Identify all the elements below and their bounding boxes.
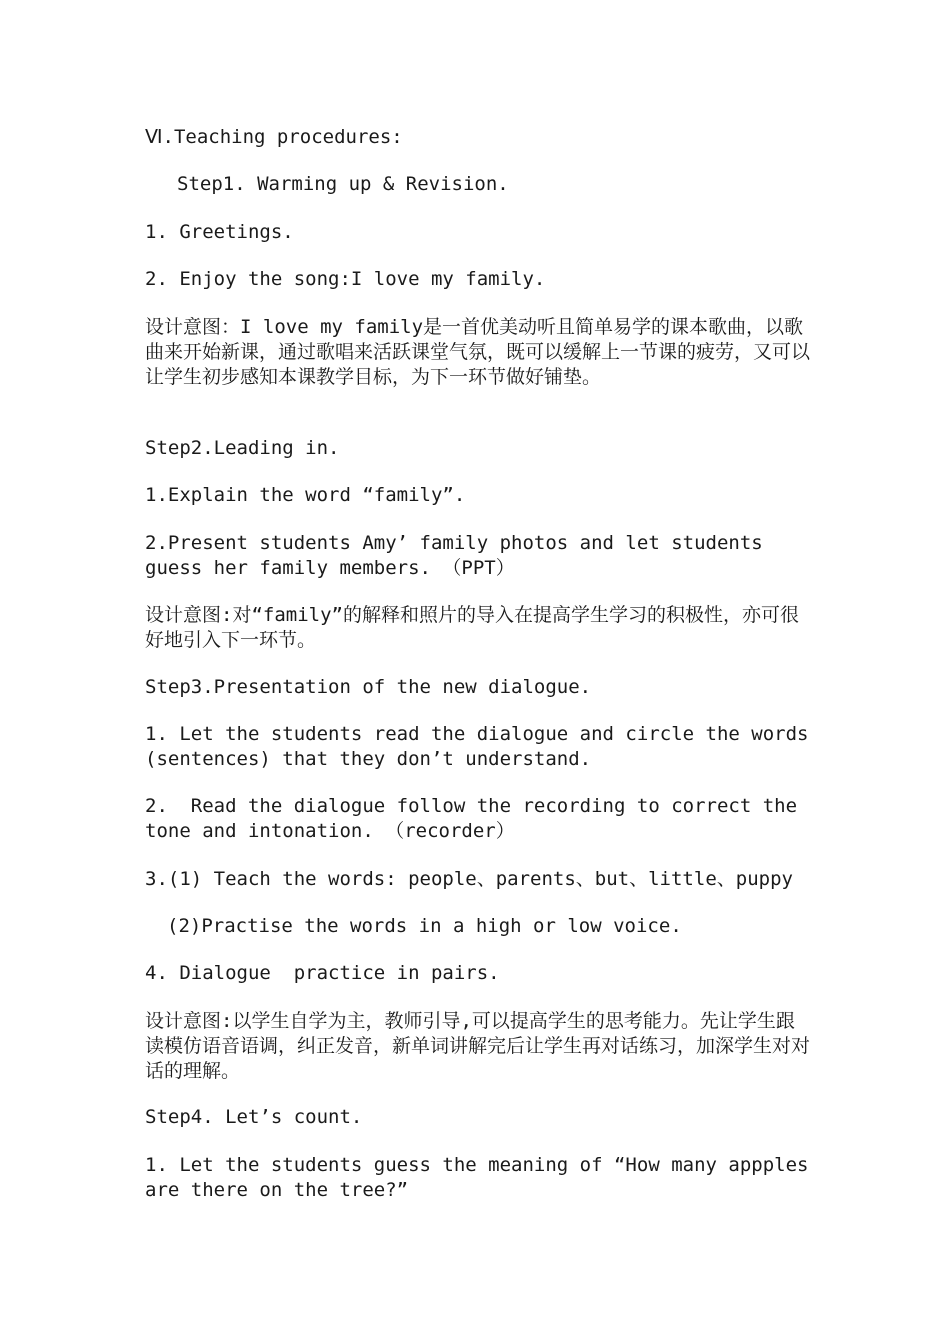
step2-title: Step2.Leading in. [145,437,340,459]
section-heading: Ⅵ.Teaching procedures: [145,126,403,148]
paragraph-guess-meaning: 1. Let the students guess the meaning of “How many appples are there on the tree?” [145,1154,820,1201]
paragraph-greetings: 1. Greetings. [145,221,294,243]
step3-title: Step3.Presentation of the new dialogue. [145,676,592,698]
paragraph-enjoy-song: 2. Enjoy the song:I love my family. [145,268,546,290]
design-intent-3: 设计意图:以学生自学为主，教师引导,可以提高学生的思考能力。先让学生跟读模仿语音语调，纠正发音，新单词讲解完后让学生再对话练习，加深学生对对话的理解。 [145,1010,811,1082]
paragraph-dialogue-practice: 4. Dialogue practice in pairs. [145,962,500,984]
paragraph-follow-recording: 2. Read the dialogue follow the recording to correct the tone and intonation. （recorder） [145,795,809,842]
paragraph-teach-words: 3.(1) Teach the words: people、parents、but、little、puppy [145,868,793,890]
paragraph-read-dialogue: 1. Let the students read the dialogue and circle the words (sentences) that they don’t understand. [145,723,820,770]
paragraph-explain-word: 1.Explain the word “family”. [145,484,466,506]
step1-title: Step1. Warming up & Revision. [177,173,509,195]
step4-title: Step4. Let’s count. [145,1106,363,1128]
design-intent-1: 设计意图：I love my family是一首优美动听且简单易学的课本歌曲，以歌曲来开始新课，通过歌唱来活跃课堂气氛，既可以缓解上一节课的疲劳，又可以让学生初步感知本课教学目标，为下一环节做好铺垫。 [145,316,811,388]
paragraph-practise-words: (2)Practise the words in a high or low voice. [167,915,682,937]
paragraph-present-photos: 2.Present students Amy’ family photos and let students guess her family members. （PPT） [145,532,775,579]
design-intent-2: 设计意图:对“family”的解释和照片的导入在提高学生学习的积极性，亦可很好地引入下一环节。 [145,604,799,651]
